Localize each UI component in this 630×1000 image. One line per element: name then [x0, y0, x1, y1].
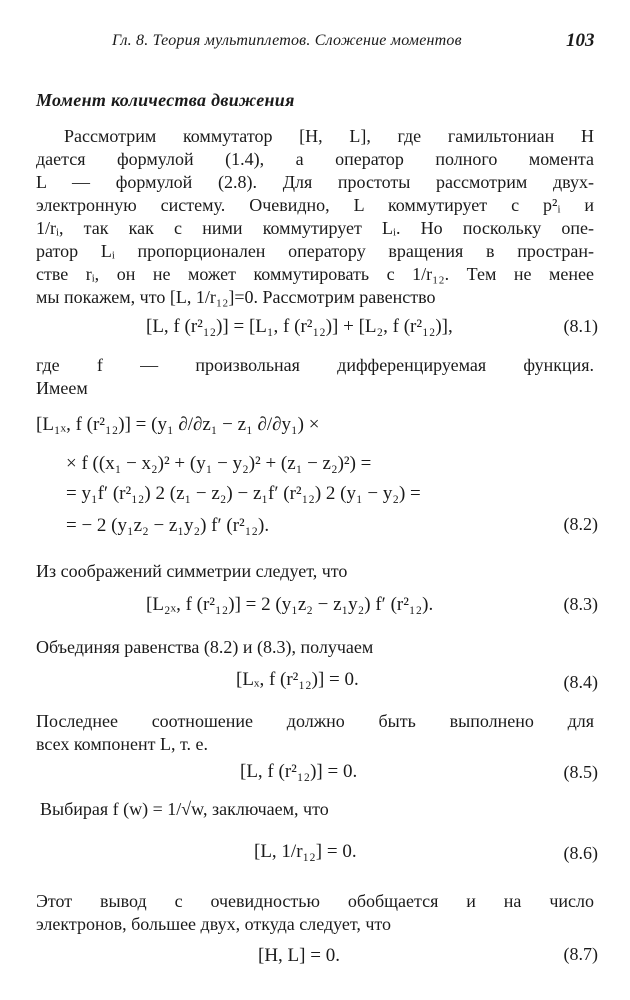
- equation-8-2-line-1: [L₁ₓ, f (r²₁₂)] = (y₁ ∂/∂z₁ − z₁ ∂/∂y₁) ×: [36, 414, 320, 435]
- paragraph-6: Выбирая f (w) = 1/√w, заключаем, что: [40, 799, 329, 819]
- page-number: 103: [566, 30, 595, 51]
- equation-8-2-line-4: = − 2 (y₁z₂ − z₁y₂) f′ (r²₁₂).: [66, 515, 270, 536]
- equation-8-7: [H, L] = 0.: [258, 945, 340, 966]
- equation-number-8-4: (8.4): [563, 672, 598, 692]
- equation-8-1: [L, f (r²₁₂)] = [L₁, f (r²₁₂)] + [L₂, f (r²₁₂)],: [146, 316, 453, 337]
- equation-number-8-3: (8.3): [563, 594, 598, 614]
- equation-number-8-1: (8.1): [563, 316, 598, 336]
- paragraph-1-line-6: ратор Lᵢ пропорционален оператору вращения в простран-: [36, 241, 594, 261]
- equation-number-8-6: (8.6): [563, 843, 598, 863]
- paragraph-1-line-7: стве rᵢ, он не может коммутировать с 1/r₁₂. Тем не менее: [36, 264, 594, 284]
- equation-number-8-2: (8.2): [563, 514, 598, 534]
- paragraph-2-line-2: Имеем: [36, 378, 88, 398]
- paragraph-1-line-8: мы покажем, что [L, 1/r₁₂]=0. Рассмотрим равенство: [36, 287, 436, 307]
- paragraph-7-line-1: Этот вывод с очевидностью обобщается и на число: [36, 891, 594, 911]
- equation-8-2-line-2: × f ((x₁ − x₂)² + (y₁ − y₂)² + (z₁ − z₂)²) =: [66, 453, 372, 474]
- equation-number-8-7: (8.7): [563, 944, 598, 964]
- equation-8-2-line-3: = y₁f′ (r²₁₂) 2 (z₁ − z₂) − z₁f′ (r²₁₂) 2 (y₁ − y₂) =: [66, 483, 421, 504]
- paragraph-1-line-1: Рассмотрим коммутатор [H, L], где гамильтониан H: [64, 126, 594, 146]
- paragraph-5-line-1: Последнее соотношение должно быть выполнено для: [36, 711, 594, 731]
- paragraph-2-line-1: где f — произвольная дифференцируемая функция.: [36, 355, 594, 375]
- section-title: Момент количества движения: [36, 90, 295, 110]
- paragraph-7-line-2: электронов, большее двух, откуда следует, что: [36, 914, 392, 934]
- running-title: Гл. 8. Теория мультиплетов. Сложение моментов: [112, 32, 462, 49]
- paragraph-4: Объединяя равенства (8.2) и (8.3), получаем: [36, 637, 374, 657]
- paragraph-5-line-2: всех компонент L, т. е.: [36, 734, 208, 754]
- equation-8-4: [Lₓ, f (r²₁₂)] = 0.: [236, 669, 359, 690]
- running-header: [0, 30, 630, 54]
- equation-8-6: [L, 1/r₁₂] = 0.: [254, 841, 357, 862]
- paragraph-1-line-4: электронную систему. Очевидно, L коммутирует с p²ᵢ и: [36, 195, 594, 215]
- paragraph-1-line-5: 1/rᵢ, так как с ними коммутирует Lᵢ. Но поскольку опе-: [36, 218, 594, 238]
- equation-number-8-5: (8.5): [563, 762, 598, 782]
- equation-8-5: [L, f (r²₁₂)] = 0.: [240, 761, 358, 782]
- paragraph-1-line-3: L — формулой (2.8). Для простоты рассмотрим двух-: [36, 172, 594, 192]
- equation-8-3: [L₂ₓ, f (r²₁₂)] = 2 (y₁z₂ − z₁y₂) f′ (r²₁₂).: [146, 594, 434, 615]
- paragraph-3: Из соображений симметрии следует, что: [36, 561, 348, 581]
- paragraph-1-line-2: дается формулой (1.4), а оператор полного момента: [36, 149, 594, 169]
